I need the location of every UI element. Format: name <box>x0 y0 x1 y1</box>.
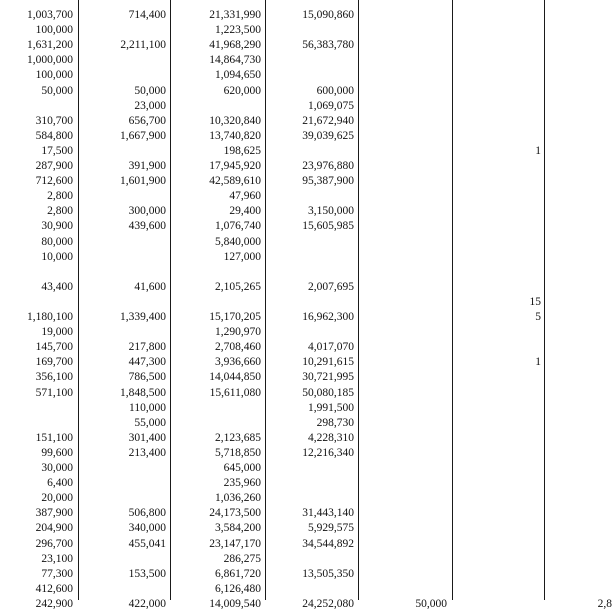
table-cell <box>522 461 612 476</box>
table-cell: 50,000 <box>415 597 447 610</box>
table-cell: 80,000 <box>41 235 73 248</box>
table-cell: 14,009,540 <box>209 597 261 610</box>
table-row <box>0 370 600 385</box>
table-cell <box>76 189 166 204</box>
table-cell: 2,708,460 <box>215 341 261 354</box>
table-cell: 5,718,850 <box>215 446 261 459</box>
table-cell: 30,721,995 <box>302 371 354 384</box>
table-cell <box>264 325 354 340</box>
table-cell <box>171 416 261 431</box>
table-cell <box>522 491 612 506</box>
table-row <box>0 250 600 265</box>
table-cell <box>264 53 354 68</box>
table-cell: 10,320,840 <box>209 114 261 127</box>
table-cell: 77,300 <box>41 567 73 580</box>
table-cell <box>264 235 354 250</box>
table-cell <box>522 189 612 204</box>
table-cell: 15,611,080 <box>209 386 261 399</box>
table-cell: 2,8 <box>597 597 612 610</box>
table-cell: 100,000 <box>35 69 73 82</box>
table-cell: 6,126,480 <box>215 582 261 595</box>
table-cell <box>522 235 612 250</box>
table-cell <box>522 431 612 446</box>
table-cell: 1 <box>535 144 541 157</box>
table-row <box>0 355 600 370</box>
table-cell <box>357 416 447 431</box>
table-cell <box>357 461 447 476</box>
table-cell <box>522 386 612 401</box>
table-cell: 4,228,310 <box>308 431 354 444</box>
table-cell: 5 <box>535 311 541 323</box>
table-cell <box>357 476 447 491</box>
table-cell <box>522 340 612 355</box>
table-cell: 39,039,625 <box>302 129 354 142</box>
table-cell <box>357 189 447 204</box>
table-cell <box>357 386 447 401</box>
table-cell <box>522 567 612 582</box>
table-cell: 2,211,100 <box>120 39 166 52</box>
table-cell <box>522 355 612 370</box>
table-cell: 1,223,500 <box>215 24 261 37</box>
table-cell <box>357 310 447 325</box>
table-cell: 153,500 <box>128 567 166 580</box>
table-cell: 15 <box>529 295 541 308</box>
table-cell <box>76 325 166 340</box>
table-cell: 95,387,900 <box>302 175 354 188</box>
table-cell <box>264 189 354 204</box>
table-cell: 455,041 <box>128 537 166 550</box>
table-cell: 242,900 <box>35 597 73 610</box>
table-cell <box>264 295 354 310</box>
table-cell <box>357 99 447 114</box>
table-cell <box>357 295 447 310</box>
table-cell: 14,864,730 <box>209 54 261 67</box>
table-cell <box>357 265 447 280</box>
table-cell: 1,667,900 <box>120 129 166 142</box>
table-cell: 17,500 <box>41 144 73 157</box>
table-cell: 213,400 <box>128 446 166 459</box>
table-cell: 17,945,920 <box>209 160 261 172</box>
table-cell: 422,000 <box>128 597 166 610</box>
table-cell <box>357 401 447 416</box>
table-cell <box>76 250 166 265</box>
table-cell: 24,173,500 <box>209 507 261 520</box>
table-row <box>0 295 600 310</box>
table-cell <box>522 446 612 461</box>
table-cell <box>357 114 447 129</box>
table-row <box>0 174 600 189</box>
table-cell: 19,000 <box>41 326 73 339</box>
table-cell: 1,069,075 <box>308 99 354 112</box>
table-cell: 301,400 <box>128 431 166 444</box>
table-cell: 439,600 <box>128 220 166 233</box>
table-row <box>0 23 600 38</box>
table-cell <box>357 521 447 536</box>
table-row <box>0 416 600 431</box>
table-cell <box>522 476 612 491</box>
table-cell: 786,500 <box>128 371 166 384</box>
table-cell: 50,080,185 <box>302 386 354 399</box>
table-cell <box>264 250 354 265</box>
table-cell <box>357 370 447 385</box>
table-cell: 13,505,350 <box>302 567 354 580</box>
table-cell <box>522 8 612 23</box>
table-cell: 1,180,100 <box>27 311 73 323</box>
table-cell: 1,036,260 <box>215 492 261 505</box>
table-cell <box>522 174 612 189</box>
table-cell: 50,000 <box>134 84 166 97</box>
table-cell: 23,000 <box>134 99 166 112</box>
table-cell: 1,991,500 <box>308 401 354 414</box>
table-cell: 2,800 <box>47 190 73 203</box>
table-cell: 23,147,170 <box>209 537 261 550</box>
table-cell: 600,000 <box>316 84 354 97</box>
table-cell <box>357 129 447 144</box>
table-row <box>0 521 600 536</box>
table-cell: 31,443,140 <box>302 507 354 520</box>
table-cell: 4,017,070 <box>308 341 354 354</box>
table-cell: 1,003,700 <box>27 9 73 21</box>
table-cell <box>357 552 447 567</box>
table-cell: 21,331,990 <box>209 9 261 21</box>
table-cell: 620,000 <box>223 84 261 97</box>
table-cell <box>76 265 166 280</box>
table-cell <box>76 235 166 250</box>
table-row <box>0 219 600 234</box>
table-cell <box>522 204 612 219</box>
table-cell: 6,861,720 <box>215 567 261 580</box>
table-row <box>0 144 600 159</box>
table-cell: 42,589,610 <box>209 175 261 188</box>
table-cell: 506,800 <box>128 507 166 520</box>
table-cell <box>357 204 447 219</box>
table-cell <box>0 99 73 114</box>
table-cell: 5,929,575 <box>308 522 354 535</box>
table-cell: 656,700 <box>128 114 166 127</box>
table-cell <box>171 265 261 280</box>
table-cell: 10,291,615 <box>302 356 354 369</box>
table-cell: 1,339,400 <box>120 311 166 323</box>
table-cell <box>522 38 612 53</box>
table-cell: 50,000 <box>41 84 73 97</box>
table-cell <box>171 99 261 114</box>
table-row <box>0 567 600 582</box>
table-cell: 298,730 <box>316 416 354 429</box>
table-cell: 20,000 <box>41 492 73 505</box>
table-cell <box>357 567 447 582</box>
table-cell: 3,584,200 <box>215 522 261 535</box>
table-cell <box>0 401 73 416</box>
table-cell <box>264 552 354 567</box>
table-row <box>0 491 600 506</box>
table-cell <box>264 265 354 280</box>
table-row <box>0 582 600 597</box>
table-row <box>0 99 600 114</box>
table-cell: 3,936,660 <box>215 356 261 369</box>
table-row <box>0 597 612 612</box>
table-cell: 2,800 <box>47 205 73 218</box>
table-cell <box>357 38 447 53</box>
table-cell: 30,000 <box>41 462 73 474</box>
table-cell: 412,600 <box>35 582 73 595</box>
table-cell <box>264 582 354 597</box>
table-cell: 43,400 <box>41 280 73 293</box>
table-cell <box>357 53 447 68</box>
table-cell <box>522 159 612 174</box>
table-cell <box>522 265 612 280</box>
table-cell: 14,044,850 <box>209 371 261 384</box>
table-cell <box>264 461 354 476</box>
table-cell: 1,631,200 <box>27 39 73 52</box>
table-cell: 2,007,695 <box>308 280 354 293</box>
table-row <box>0 84 600 99</box>
table-cell: 169,700 <box>35 356 73 369</box>
table-row <box>0 461 600 476</box>
table-cell <box>522 99 612 114</box>
table-cell <box>522 84 612 99</box>
table-cell: 3,150,000 <box>308 205 354 218</box>
table-cell: 110,000 <box>129 401 166 414</box>
table-cell: 645,000 <box>223 462 261 474</box>
table-cell: 391,900 <box>128 160 166 172</box>
table-cell <box>357 325 447 340</box>
table-cell <box>357 23 447 38</box>
table-cell: 447,300 <box>128 356 166 369</box>
table-cell <box>357 68 447 83</box>
table-cell <box>357 8 447 23</box>
table-cell <box>357 174 447 189</box>
table-row <box>0 189 600 204</box>
table-cell: 41,600 <box>134 280 166 293</box>
table-row <box>0 204 600 219</box>
table-cell: 55,000 <box>134 416 166 429</box>
table-cell: 99,600 <box>41 446 73 459</box>
table-row <box>0 537 600 552</box>
table-cell <box>357 159 447 174</box>
table-cell <box>171 401 261 416</box>
table-row <box>0 340 600 355</box>
table-row <box>0 431 600 446</box>
table-cell <box>522 280 612 295</box>
table-cell <box>357 280 447 295</box>
table-cell: 2,123,685 <box>215 431 261 444</box>
table-cell: 127,000 <box>223 250 261 263</box>
table-cell <box>522 129 612 144</box>
table-cell <box>357 355 447 370</box>
table-cell <box>522 53 612 68</box>
table-cell: 145,700 <box>35 341 73 354</box>
table-cell: 198,625 <box>223 144 261 157</box>
table-cell: 287,900 <box>35 160 73 172</box>
table-row <box>0 506 600 521</box>
table-cell: 584,800 <box>35 129 73 142</box>
table-cell: 714,400 <box>128 9 166 21</box>
table-cell: 296,700 <box>35 537 73 550</box>
table-cell <box>522 219 612 234</box>
table-cell: 15,090,860 <box>302 9 354 21</box>
table-cell: 5,840,000 <box>215 235 261 248</box>
table-cell <box>264 144 354 159</box>
table-cell <box>76 68 166 83</box>
table-cell: 712,600 <box>35 175 73 188</box>
table-row <box>0 310 600 325</box>
table-cell <box>357 582 447 597</box>
table-cell: 6,400 <box>47 477 73 490</box>
table-cell: 217,800 <box>128 341 166 354</box>
table-cell: 1,601,900 <box>120 175 166 188</box>
table-cell: 41,968,290 <box>209 39 261 52</box>
table-cell: 16,962,300 <box>302 311 354 323</box>
table-cell <box>76 552 166 567</box>
table-cell <box>522 144 612 159</box>
table-cell: 151,100 <box>35 431 73 444</box>
table-cell <box>357 219 447 234</box>
table-cell: 15,170,205 <box>209 311 261 323</box>
table-row <box>0 265 600 280</box>
table-cell <box>0 416 73 431</box>
table-cell: 310,700 <box>35 114 73 127</box>
table-cell <box>76 461 166 476</box>
table-cell: 1,290,970 <box>215 326 261 339</box>
table-cell <box>522 416 612 431</box>
table-cell <box>522 23 612 38</box>
table-row <box>0 280 600 295</box>
table-row <box>0 446 600 461</box>
table-cell <box>357 340 447 355</box>
table-cell: 571,100 <box>35 386 73 399</box>
table-cell <box>76 476 166 491</box>
table-cell <box>76 295 166 310</box>
table-cell <box>522 401 612 416</box>
table-cell: 286,275 <box>223 552 261 565</box>
table-cell <box>522 250 612 265</box>
table-cell: 235,960 <box>223 477 261 490</box>
table-cell <box>357 235 447 250</box>
table-cell <box>357 431 447 446</box>
table-cell: 12,216,340 <box>302 446 354 459</box>
table-cell <box>522 370 612 385</box>
table-cell <box>0 295 73 310</box>
table-row <box>0 325 600 340</box>
table-cell: 24,252,080 <box>302 597 354 610</box>
table-cell: 1,848,500 <box>120 386 166 399</box>
table-row <box>0 235 600 250</box>
table-cell: 21,672,940 <box>302 114 354 127</box>
table-cell <box>0 265 73 280</box>
table-cell: 30,900 <box>41 220 73 233</box>
table-cell: 23,100 <box>41 552 73 565</box>
table-cell <box>357 491 447 506</box>
table-cell <box>522 582 612 597</box>
table-cell: 2,105,265 <box>215 280 261 293</box>
table-cell <box>357 506 447 521</box>
table-row <box>0 476 600 491</box>
table-cell <box>522 114 612 129</box>
table-row <box>0 159 600 174</box>
table-cell <box>357 446 447 461</box>
table-cell: 1,094,650 <box>215 69 261 82</box>
table-cell <box>522 310 612 325</box>
table-cell: 1 <box>535 356 541 369</box>
table-cell <box>357 144 447 159</box>
table-cell <box>357 84 447 99</box>
table-cell <box>76 53 166 68</box>
table-cell: 340,000 <box>128 522 166 535</box>
table-cell: 387,900 <box>35 507 73 520</box>
table-row <box>0 53 600 68</box>
table-cell: 56,383,780 <box>302 39 354 52</box>
table-cell <box>76 582 166 597</box>
table-cell <box>264 23 354 38</box>
table-cell <box>522 325 612 340</box>
table-row <box>0 38 600 53</box>
table-cell <box>522 537 612 552</box>
table-cell: 1,076,740 <box>215 220 261 233</box>
table-row <box>0 129 600 144</box>
table-cell <box>76 491 166 506</box>
table-cell <box>171 295 261 310</box>
table-cell <box>522 521 612 536</box>
table-cell <box>264 68 354 83</box>
table-cell: 15,605,985 <box>302 220 354 233</box>
table-cell <box>264 476 354 491</box>
table-row <box>0 386 600 401</box>
table-cell <box>522 506 612 521</box>
table-cell <box>357 250 447 265</box>
table-cell: 23,976,880 <box>302 160 354 172</box>
table-cell: 34,544,892 <box>302 537 354 550</box>
table-row <box>0 114 600 129</box>
table-row <box>0 552 600 567</box>
table-cell: 1,000,000 <box>27 54 73 67</box>
table-cell: 300,000 <box>128 205 166 218</box>
table-cell <box>357 537 447 552</box>
table-cell: 10,000 <box>41 250 73 263</box>
table-cell <box>522 68 612 83</box>
table-cell <box>76 23 166 38</box>
table-cell: 13,740,820 <box>209 129 261 142</box>
table-cell: 204,900 <box>35 522 73 535</box>
table-cell: 100,000 <box>35 24 73 37</box>
table-cell: 29,400 <box>229 205 261 218</box>
table-row <box>0 8 600 23</box>
table-cell: 47,960 <box>229 190 261 203</box>
table-cell <box>76 144 166 159</box>
table-row <box>0 401 600 416</box>
table-cell: 356,100 <box>35 371 73 384</box>
table-cell <box>522 295 612 310</box>
table-cell <box>522 552 612 567</box>
table-row <box>0 68 600 83</box>
table-cell <box>264 491 354 506</box>
